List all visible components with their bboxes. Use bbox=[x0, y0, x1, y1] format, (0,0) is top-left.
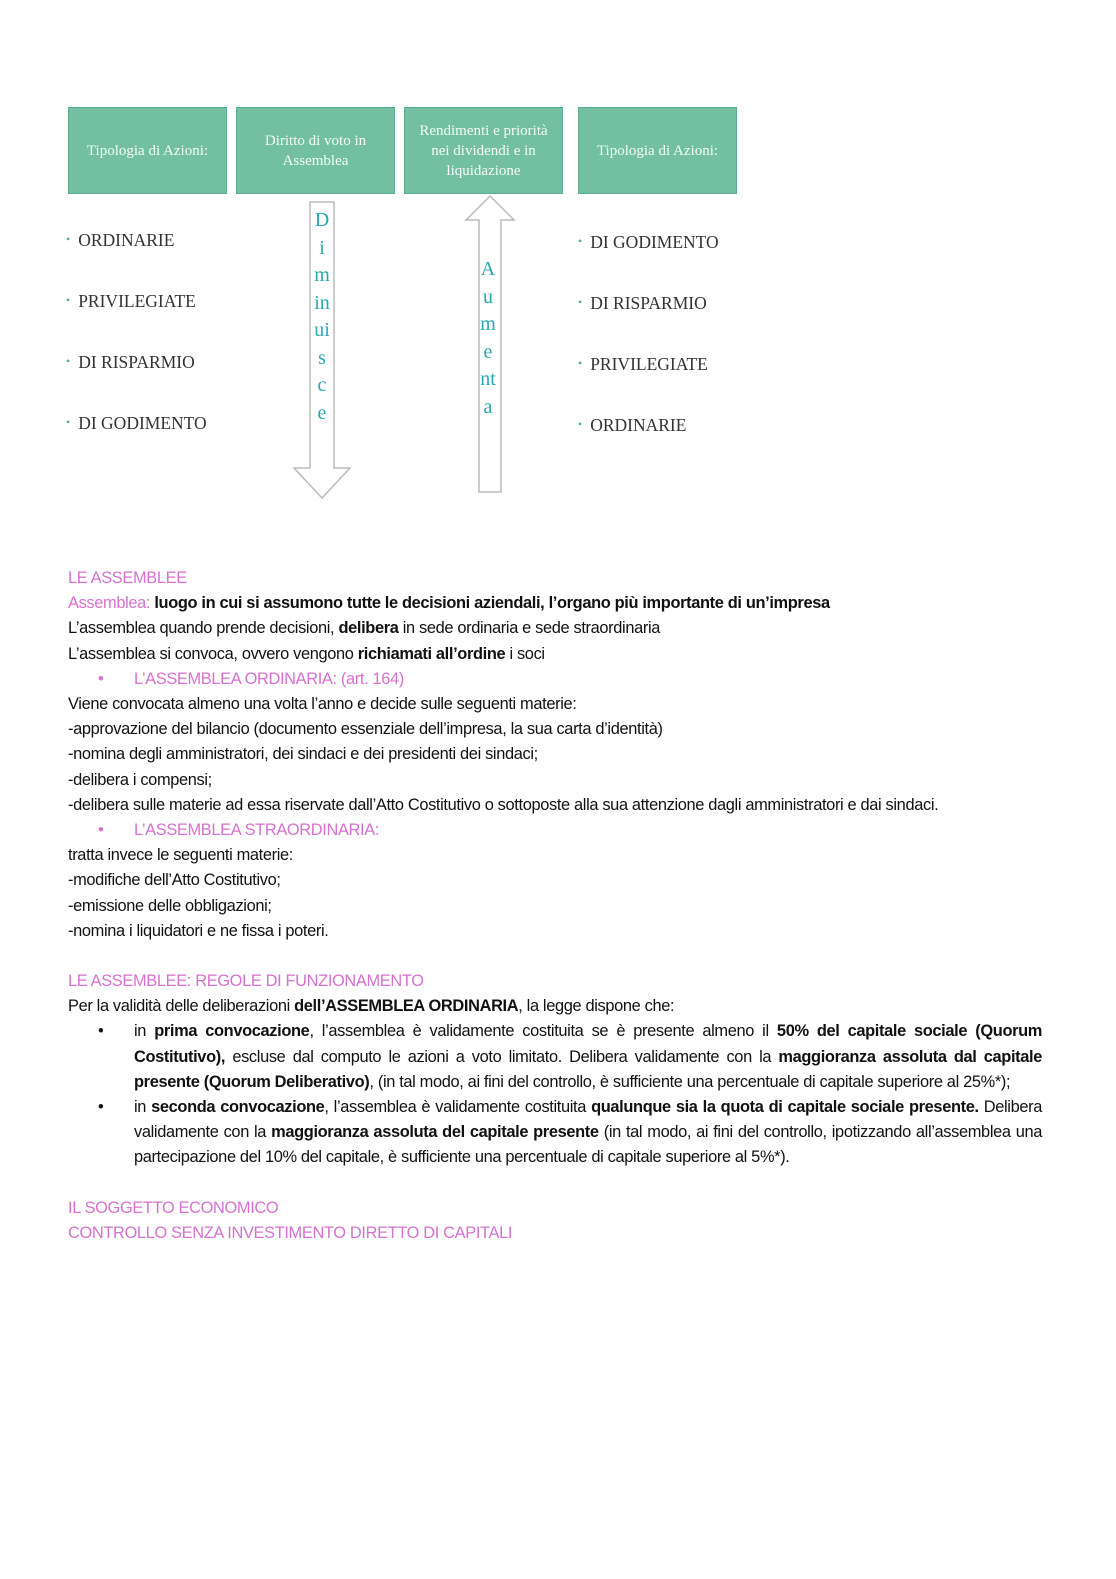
list-item bbox=[578, 293, 719, 354]
down-arrow-label: Diminuisce bbox=[314, 209, 330, 424]
text-run: CONTROLLO SENZA INVESTIMENTO DIRETTO DI CAPITALI bbox=[68, 1223, 513, 1242]
list-item bbox=[578, 415, 719, 476]
text-run: -emissione delle obbligazioni; bbox=[68, 896, 272, 915]
section-heading bbox=[68, 1221, 1042, 1246]
text-run: in bbox=[134, 1098, 152, 1117]
paragraph bbox=[68, 768, 1042, 793]
list-item bbox=[578, 232, 719, 293]
bold-text: prima convocazione bbox=[154, 1022, 310, 1041]
paragraph bbox=[68, 717, 1042, 742]
bullet-item bbox=[68, 1095, 1042, 1171]
bullet-icon: • bbox=[578, 356, 583, 370]
text-run: LE ASSEMBLEE: REGOLE DI FUNZIONAMENTO bbox=[68, 972, 424, 991]
list-item-label: DI RISPARMIO bbox=[590, 293, 707, 313]
list-item bbox=[66, 230, 207, 291]
list-item-label: PRIVILEGIATE bbox=[590, 354, 708, 374]
bullet-icon: • bbox=[66, 293, 71, 307]
header-box-share-types-left: Tipologia di Azioni: bbox=[68, 107, 227, 194]
bullet-icon: • bbox=[98, 1022, 104, 1041]
bold-text: richiamati all’ordine bbox=[357, 644, 506, 663]
text-run: L’ASSEMBLEA ORDINARIA: (art. 164) bbox=[134, 669, 404, 688]
text-run: in bbox=[134, 1022, 155, 1041]
paragraph bbox=[68, 591, 1042, 616]
section-heading bbox=[68, 566, 1042, 591]
list-item bbox=[578, 354, 719, 415]
spacer bbox=[68, 944, 1042, 969]
bullet-icon: • bbox=[578, 295, 583, 309]
header-box-voting-right: Diritto di voto in Assemblea bbox=[236, 107, 395, 194]
text-run: -modifiche dell’Atto Costitutivo; bbox=[68, 871, 281, 890]
text-run: tratta invece le seguenti materie: bbox=[68, 846, 293, 865]
text-run: -delibera i compensi; bbox=[68, 770, 212, 789]
text-run: Per la validità delle deliberazioni bbox=[68, 997, 295, 1016]
text-run: Assemblea: bbox=[68, 594, 155, 613]
text-run: , (in tal modo, ai fini del controllo, è sufficiente una percentuale di capitale superiore al 25%*); bbox=[369, 1072, 1011, 1091]
right-share-list bbox=[578, 232, 719, 476]
text-run: LE ASSEMBLEE bbox=[68, 569, 187, 587]
bullet-icon: • bbox=[66, 232, 71, 246]
list-item-label: ORDINARIE bbox=[78, 230, 175, 250]
paragraph bbox=[68, 894, 1042, 919]
paragraph bbox=[68, 742, 1042, 767]
paragraph bbox=[68, 843, 1042, 868]
bullet-icon: • bbox=[66, 415, 71, 429]
list-item-label: DI GODIMENTO bbox=[590, 232, 719, 252]
text-run: , l’assemblea è validamente costituita se è presente almeno il bbox=[309, 1022, 777, 1041]
bold-text: dell’ASSEMBLEA ORDINARIA bbox=[294, 997, 519, 1016]
paragraph bbox=[68, 642, 1042, 667]
text-run: escluse dal computo le azioni a voto limitato. Delibera validamente con la bbox=[225, 1047, 779, 1066]
list-item bbox=[66, 413, 207, 474]
list-item-label: DI GODIMENTO bbox=[78, 413, 207, 433]
paragraph bbox=[68, 919, 1042, 944]
left-share-list bbox=[66, 230, 207, 474]
text-run: L’assemblea quando prende decisioni, bbox=[68, 619, 339, 638]
header-box-share-types-right: Tipologia di Azioni: bbox=[578, 107, 737, 194]
list-item-label: ORDINARIE bbox=[590, 415, 687, 435]
text-run: L’ASSEMBLEA STRAORDINARIA: bbox=[134, 821, 380, 840]
paragraph bbox=[68, 868, 1042, 893]
paragraph bbox=[68, 994, 1042, 1019]
bullet-icon: • bbox=[66, 354, 71, 368]
bold-text: maggioranza assoluta del capitale presente bbox=[271, 1123, 599, 1142]
section-heading bbox=[68, 969, 1042, 994]
text-run: -nomina degli amministratori, dei sindaci e dei presidenti dei sindaci; bbox=[68, 745, 538, 764]
spacer bbox=[68, 1171, 1042, 1196]
subsection-heading bbox=[68, 818, 1042, 843]
text-run: -approvazione del bilancio (documento essenziale dell’impresa, la sua carta d’identità) bbox=[68, 720, 663, 739]
subsection-heading bbox=[68, 667, 1042, 692]
text-run: IL SOGGETTO ECONOMICO bbox=[68, 1198, 279, 1217]
bold-text: 50% del capitale sociale (Quorum Costitutivo), bbox=[134, 1022, 1043, 1066]
text-run: -nomina i liquidatori e ne fissa i poteri. bbox=[68, 921, 329, 940]
list-item-label: DI RISPARMIO bbox=[78, 352, 195, 372]
bold-text: maggioranza assoluta dal capitale presente (Quorum Deliberativo) bbox=[134, 1047, 1042, 1091]
text-run: i soci bbox=[505, 644, 545, 663]
header-box-returns-priority: Rendimenti e priorità nei dividendi e in liquidazione bbox=[404, 107, 563, 194]
bullet-icon: • bbox=[98, 1098, 104, 1117]
bullet-icon: • bbox=[98, 821, 104, 840]
bold-text: qualunque sia la quota di capitale sociale presente. bbox=[591, 1098, 979, 1117]
text-run: -delibera sulle materie ad essa riservate dall’Atto Costitutivo o sottoposte alla sua attenzione dagli amministratori e dai sindaci. bbox=[68, 795, 939, 814]
text-run: in sede ordinaria e sede straordinaria bbox=[398, 619, 661, 638]
paragraph bbox=[68, 793, 1042, 818]
bold-text: luogo in cui si assumono tutte le decisioni aziendali, l’organo più importante di un’impresa bbox=[154, 594, 830, 613]
text-run: Viene convocata almeno una volta l’anno e decide sulle seguenti materie: bbox=[68, 695, 577, 714]
text-run: , la legge dispone che: bbox=[518, 997, 675, 1016]
bold-text: delibera bbox=[338, 619, 399, 638]
list-item bbox=[66, 352, 207, 413]
bullet-item bbox=[68, 1019, 1042, 1095]
text-run: Delibera validamente con la bbox=[134, 1098, 1042, 1142]
text-run: L’assemblea si convoca, ovvero vengono bbox=[68, 644, 358, 663]
document-body bbox=[68, 566, 1042, 1246]
list-item bbox=[66, 291, 207, 352]
bullet-icon: • bbox=[578, 234, 583, 248]
paragraph bbox=[68, 616, 1042, 641]
bold-text: seconda convocazione bbox=[151, 1098, 325, 1117]
list-item-label: PRIVILEGIATE bbox=[78, 291, 196, 311]
bullet-icon: • bbox=[578, 417, 583, 431]
text-run: (in tal modo, ai fini del controllo, ipotizzando all’assemblea una partecipazione del 10% del capitale, è sufficiente una percentuale di capitale superiore al 5%*). bbox=[134, 1123, 1042, 1167]
bullet-icon: • bbox=[98, 669, 104, 688]
text-run: , l’assemblea è validamente costituita bbox=[324, 1098, 592, 1117]
up-arrow-label: Aumenta bbox=[480, 258, 496, 418]
paragraph bbox=[68, 692, 1042, 717]
section-heading bbox=[68, 1196, 1042, 1221]
